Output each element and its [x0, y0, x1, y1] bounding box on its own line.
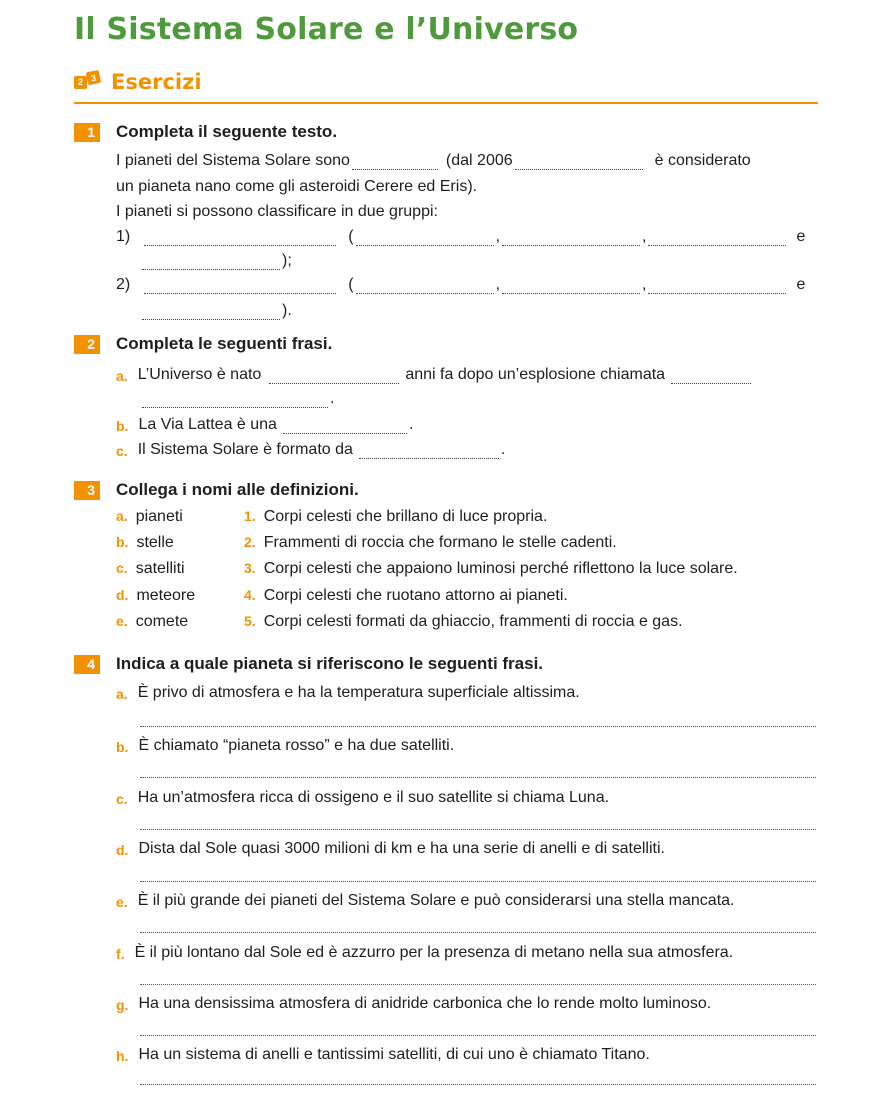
- ex1-group-2-cont: [140, 302, 292, 320]
- text-segment: L’Universo è nato: [137, 366, 262, 383]
- match-name[interactable]: d. meteore: [116, 587, 196, 604]
- exercise-title: Completa il seguente testo.: [116, 122, 338, 141]
- exercise-title: Indica a quale pianeta si riferiscono le seguenti frasi.: [116, 654, 544, 673]
- match-definition[interactable]: 5. Corpi celesti formati da ghiaccio, frammenti di roccia e gas.: [244, 613, 683, 630]
- fill-blank[interactable]: [671, 369, 751, 384]
- fill-blank[interactable]: [269, 369, 399, 384]
- group-label: 1): [116, 228, 131, 245]
- exercise-4-header: [74, 654, 543, 674]
- fill-blank[interactable]: [142, 305, 280, 320]
- exercise-number: 4: [74, 655, 100, 674]
- text-segment: anni fa dopo un’esplosione chiamata: [405, 366, 666, 383]
- match-name[interactable]: a. pianeti: [116, 508, 183, 525]
- group-label: 2): [116, 276, 131, 293]
- page-title: Il Sistema Solare e l’Universo: [74, 12, 579, 47]
- ex2-item-c: [116, 441, 505, 459]
- ex2-item-a-cont: [140, 390, 334, 408]
- exercise-title: Completa le seguenti frasi.: [116, 334, 333, 353]
- match-name[interactable]: c. satelliti: [116, 560, 185, 577]
- ex4-item: d. Dista dal Sole quasi 3000 milioni di km e ha una serie di anelli e di satelliti.: [116, 840, 665, 858]
- text-segment: La Via Lattea è una: [138, 416, 277, 433]
- fill-blank[interactable]: [352, 155, 438, 170]
- match-definition[interactable]: 3. Corpi celesti che appaiono luminosi perché riflettono la luce solare.: [244, 560, 738, 577]
- paren: );: [282, 252, 292, 269]
- answer-line[interactable]: [140, 777, 816, 778]
- fill-blank[interactable]: [359, 444, 499, 459]
- ex4-item: f. È il più lontano dal Sole ed è azzurro per la presenza di metano nella sua atmosfera.: [116, 944, 734, 962]
- ex4-item: a. È privo di atmosfera e ha la temperatura superficiale altissima.: [116, 684, 580, 702]
- conjunction: e: [796, 228, 806, 245]
- text-segment: un pianeta nano come gli asteroidi Cerere ed Eris).: [116, 178, 478, 195]
- fill-blank[interactable]: [502, 231, 640, 246]
- fill-blank[interactable]: [283, 419, 407, 434]
- text-segment: (dal 2006: [445, 152, 513, 169]
- ex1-group-1-cont: [140, 252, 292, 270]
- exercise-number: 3: [74, 481, 100, 500]
- fill-blank[interactable]: [356, 279, 494, 294]
- ex1-group-2: [116, 276, 805, 294]
- section-header: [74, 70, 202, 94]
- answer-line[interactable]: [140, 829, 816, 830]
- fill-blank[interactable]: [142, 255, 280, 270]
- answer-line[interactable]: [140, 1084, 816, 1085]
- answer-line[interactable]: [140, 1035, 816, 1036]
- paren: (: [348, 276, 354, 293]
- text-segment: è considerato: [654, 152, 751, 169]
- ex4-item: c. Ha un’atmosfera ricca di ossigeno e il suo satellite si chiama Luna.: [116, 789, 610, 807]
- comma: ,: [642, 228, 647, 245]
- dice-icon: 2 3: [74, 76, 101, 89]
- ex2-item-a: [116, 366, 753, 384]
- paren: (: [348, 228, 354, 245]
- answer-line[interactable]: [140, 932, 816, 933]
- ex1-group-1: [116, 228, 805, 246]
- ex4-item: h. Ha un sistema di anelli e tantissimi satelliti, di cui uno è chiamato Titano.: [116, 1046, 650, 1064]
- ex1-line-3: [116, 203, 438, 221]
- answer-line[interactable]: [140, 984, 816, 985]
- fill-blank[interactable]: [144, 279, 336, 294]
- section-divider: [74, 102, 818, 104]
- item-label: b.: [116, 418, 129, 434]
- section-title: Esercizi: [111, 70, 202, 94]
- exercise-title: Collega i nomi alle definizioni.: [116, 480, 359, 499]
- match-definition[interactable]: 4. Corpi celesti che ruotano attorno ai pianeti.: [244, 587, 568, 604]
- answer-line[interactable]: [140, 881, 816, 882]
- exercise-number: 1: [74, 123, 100, 142]
- ex2-item-b: [116, 416, 413, 434]
- period: .: [408, 416, 414, 433]
- fill-blank[interactable]: [356, 231, 494, 246]
- item-label: c.: [116, 443, 128, 459]
- item-label: a.: [116, 368, 128, 384]
- exercise-2-header: [74, 334, 332, 354]
- text-segment: I pianeti si possono classificare in due gruppi:: [116, 203, 438, 220]
- comma: ,: [495, 276, 501, 293]
- ex4-item: e. È il più grande dei pianeti del Sistema Solare e può considerarsi una stella mancata.: [116, 892, 735, 910]
- ex4-item: g. Ha una densissima atmosfera di anidride carbonica che lo rende molto luminoso.: [116, 995, 712, 1013]
- fill-blank[interactable]: [502, 279, 640, 294]
- ex1-line-2: [116, 178, 477, 196]
- match-name[interactable]: b. stelle: [116, 534, 174, 551]
- exercise-3-header: [74, 480, 359, 500]
- answer-line[interactable]: [140, 726, 816, 727]
- match-definition[interactable]: 1. Corpi celesti che brillano di luce propria.: [244, 508, 548, 525]
- text-segment: I pianeti del Sistema Solare sono: [116, 152, 350, 169]
- text-segment: Il Sistema Solare è formato da: [137, 441, 353, 458]
- fill-blank[interactable]: [144, 231, 336, 246]
- comma: ,: [642, 276, 647, 293]
- conjunction: e: [796, 276, 806, 293]
- exercise-number: 2: [74, 335, 100, 354]
- comma: ,: [495, 228, 501, 245]
- match-definition[interactable]: 2. Frammenti di roccia che formano le stelle cadenti.: [244, 534, 617, 551]
- period: .: [500, 441, 506, 458]
- fill-blank[interactable]: [515, 155, 643, 170]
- ex4-item: b. È chiamato “pianeta rosso” e ha due satelliti.: [116, 737, 455, 755]
- fill-blank[interactable]: [648, 231, 786, 246]
- paren: ).: [282, 302, 292, 319]
- match-name[interactable]: e. comete: [116, 613, 189, 630]
- fill-blank[interactable]: [142, 393, 328, 408]
- exercise-1-header: [74, 122, 337, 142]
- ex1-line-1: [116, 152, 751, 170]
- period: .: [330, 390, 335, 407]
- fill-blank[interactable]: [648, 279, 786, 294]
